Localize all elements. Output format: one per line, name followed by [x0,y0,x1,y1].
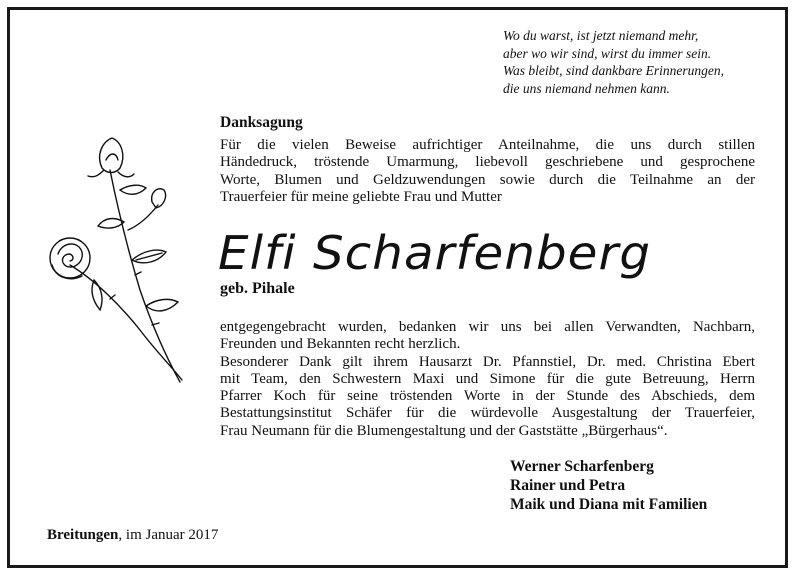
text-line: Händedruck, tröstende Umarmung, liebevoll geschriebene und gesprochene [220,154,755,171]
text-line: Besonderer Dank gilt ihrem Hausarzt Dr. Pfannstiel, Dr. med. Christina Ebert [220,353,755,370]
signers [510,457,707,514]
signer: Maik und Diana mit Familien [510,496,708,513]
text-line: Bestattungsinstitut Schäfer für die würdevolle Ausgestaltung der Trauerfeier, [220,405,755,422]
poem [503,27,724,97]
heading-danksagung: Danksagung [220,114,303,131]
text-line: Worte, Blumen und Geldzuwendungen sowie durch die Teilnahme an der [220,171,755,188]
text-line: Trauerfeier für meine geliebte Frau und Mutter [220,188,502,205]
text-line: mit Team, den Schwestern Maxi und Simone für die gute Betreuung, Herrn [220,370,755,387]
date-text: , im Januar 2017 [118,527,219,543]
text-line: Pfarrer Koch für seine tröstenden Worte in der Stunde des Abschieds, dem [220,388,755,405]
thanks-paragraph [220,319,755,440]
text-line: Freunden und Bekannten recht herzlich. [220,336,461,353]
signer: Werner Scharfenberg [510,458,654,475]
poem-line: aber wo wir sind, wirst du immer sein. [503,45,712,61]
poem-line: die uns niemand nehmen kann. [503,80,670,96]
deceased-name: Elfi Scharfenberg [218,226,652,280]
signer: Rainer und Petra [510,477,626,494]
text-line: Für die vielen Beweise aufrichtiger Anteilnahme, die uns durch stillen [220,137,755,153]
place-date [47,527,218,544]
intro-paragraph [220,137,755,206]
text-line: Frau Neumann für die Blumengestaltung und der Gaststätte „Bürgerhaus“. [220,422,668,439]
text-line: entgegengebracht wurden, bedanken wir uns bei allen Verwandten, Nachbarn, [220,319,755,335]
maiden-name: geb. Pihale [220,280,295,297]
poem-line: Wo du warst, ist jetzt niemand mehr, [503,28,699,43]
place-name: Breitungen [47,527,119,543]
rose-illustration [40,130,200,390]
poem-line: Was bleibt, sind dankbare Erinnerungen, [503,63,724,78]
